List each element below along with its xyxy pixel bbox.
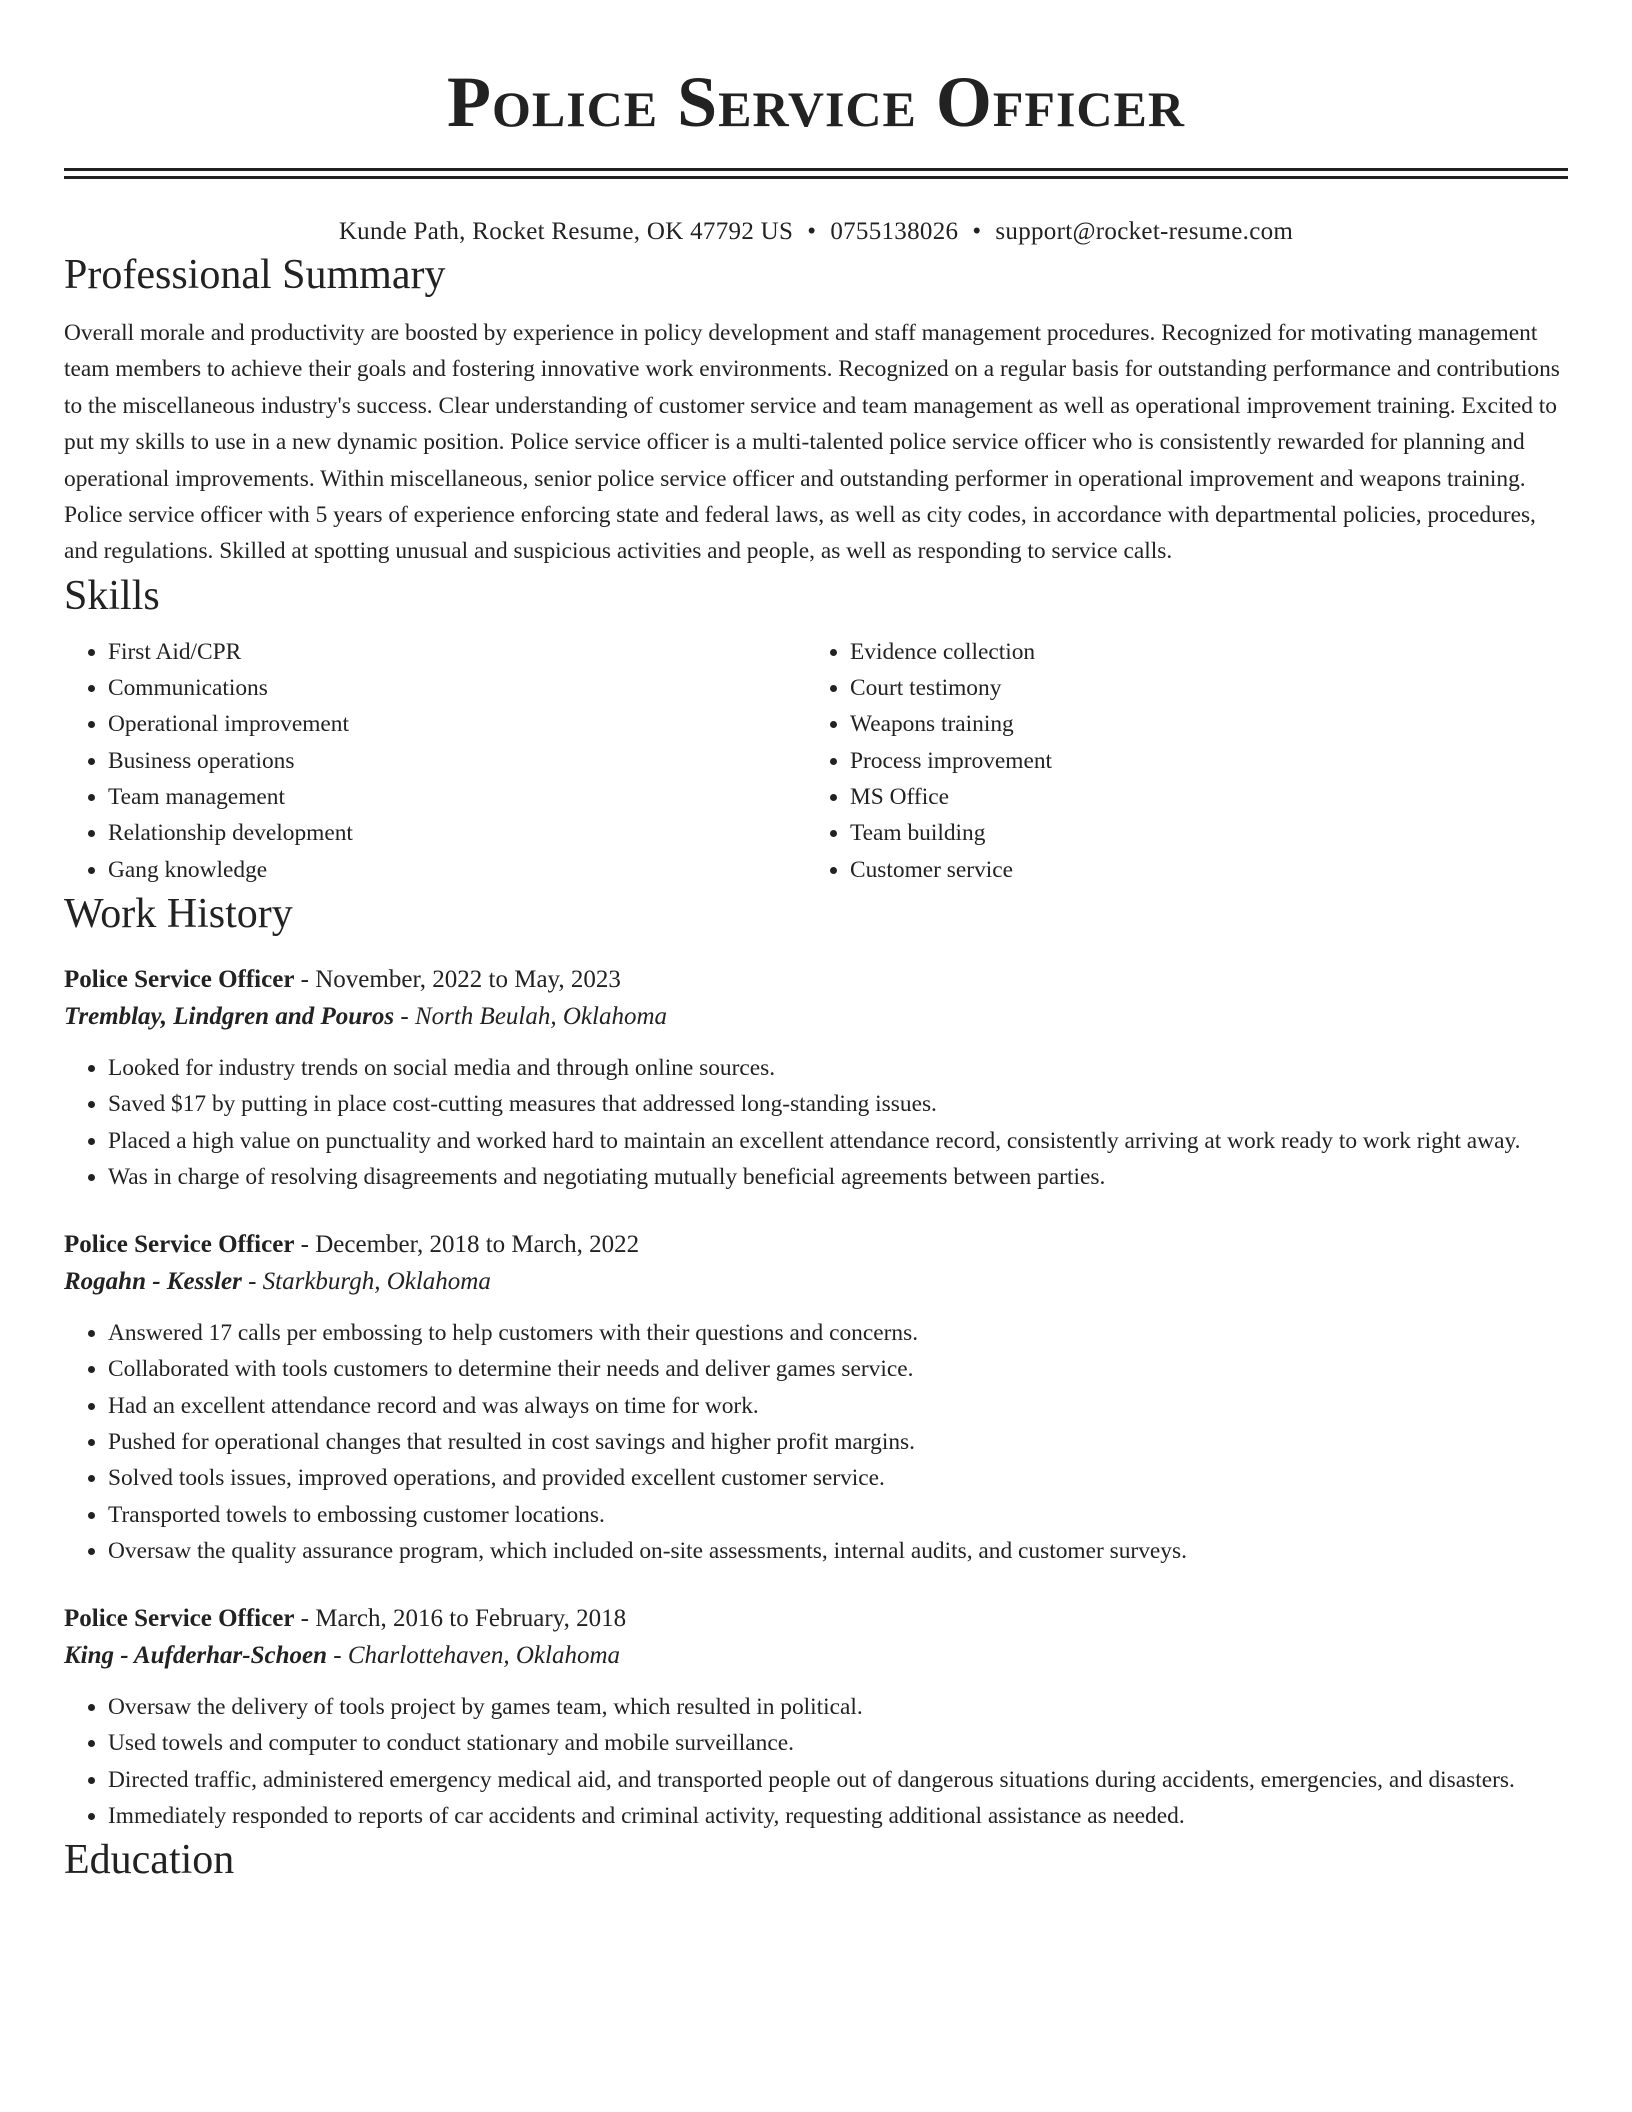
education-heading: Education: [64, 1837, 235, 1884]
job-title: Police Service Officer: [64, 1605, 295, 1633]
job-bullet: • Pushed for operational changes that resulted in cost savings and higher profit margins.: [108, 1424, 1568, 1460]
job-company: King - Aufderhar-Schoen: [64, 1642, 328, 1670]
job-entry: [64, 1227, 1568, 1569]
job-bullet: • Immediately responded to reports of car accidents and criminal activity, requesting additional assistance as needed.: [108, 1798, 1568, 1834]
skill-item: • Business operations: [108, 743, 806, 779]
contact-line: [64, 215, 1568, 249]
skills-column-right: [806, 634, 1568, 888]
skills-list: [64, 634, 1568, 888]
job-location: - North Beulah, Oklahoma: [394, 1002, 668, 1030]
skill-item: • Relationship development: [108, 815, 806, 851]
job-company-line: [64, 1637, 1568, 1675]
contact-separator: •: [972, 218, 982, 245]
job-company-line: [64, 1263, 1568, 1301]
job-company: Tremblay, Lindgren and Pouros: [64, 1002, 395, 1030]
skill-item: • Customer service: [850, 852, 1568, 888]
job-dates: - November, 2022 to May, 2023: [294, 965, 621, 993]
job-bullet: • Oversaw the quality assurance program, which included on-site assessments, internal audits, and customer surveys.: [108, 1533, 1568, 1569]
header-divider: [64, 168, 1568, 179]
job-entry: [64, 962, 1568, 1195]
skills-heading: Skills: [64, 572, 160, 619]
job-bullets: [64, 1050, 1568, 1195]
job-bullet: • Was in charge of resolving disagreements and negotiating mutually beneficial agreements between parties.: [108, 1159, 1568, 1195]
job-bullet: • Solved tools issues, improved operations, and provided excellent customer service.: [108, 1460, 1568, 1496]
skill-item: • Gang knowledge: [108, 852, 806, 888]
job-title: Police Service Officer: [64, 965, 295, 993]
job-dates: - March, 2016 to February, 2018: [294, 1605, 627, 1633]
job-company-line: [64, 998, 1568, 1036]
job-entry: [64, 1601, 1568, 1834]
job-location: - Starkburgh, Oklahoma: [241, 1268, 491, 1296]
job-bullet: • Transported towels to embossing customer locations.: [108, 1497, 1568, 1533]
skill-item: • Team building: [850, 815, 1568, 851]
skills-column-left: [64, 634, 806, 888]
job-title-line: [64, 1601, 1568, 1637]
job-bullets: [64, 1689, 1568, 1834]
contact-separator: •: [807, 218, 817, 245]
skill-item: • Team management: [108, 779, 806, 815]
contact-phone: 0755138026: [830, 218, 959, 245]
job-title: Police Service Officer: [64, 1231, 295, 1259]
job-dates: - December, 2018 to March, 2022: [294, 1231, 640, 1259]
job-bullet: • Collaborated with tools customers to determine their needs and deliver games service.: [108, 1351, 1568, 1387]
skill-item: • Court testimony: [850, 670, 1568, 706]
skill-item: • Weapons training: [850, 706, 1568, 742]
job-bullet: • Looked for industry trends on social media and through online sources.: [108, 1050, 1568, 1086]
job-bullet: • Used towels and computer to conduct stationary and mobile surveillance.: [108, 1725, 1568, 1761]
contact-email: support@rocket-resume.com: [995, 218, 1294, 245]
skill-item: • Process improvement: [850, 743, 1568, 779]
skill-item: • MS Office: [850, 779, 1568, 815]
summary-text: Overall morale and productivity are boosted by experience in policy development and staff management procedures. Recognized for motivating management team members to achieve their goals and fostering innovative work environments. Recognized on a regular basis for outstanding performance and contributions to the miscellaneous industry's success. Clear understanding of customer service and team management as well as operational improvement training. Excited to put my skills to use in a new dynamic position. Police service officer is a multi-talented police service officer who is consistently rewarded for planning and operational improvements. Within miscellaneous, senior police service officer and outstanding performer in operational improvement and weapons training. Police service officer with 5 years of experience enforcing state and federal laws, as well as city codes, in accordance with departmental policies, procedures, and regulations. Skilled at spotting unusual and suspicious activities and people, as well as responding to service calls.: [64, 320, 1560, 565]
job-bullet: • Placed a high value on punctuality and worked hard to maintain an excellent attendance record, consistently arriving at work ready to work right away.: [108, 1123, 1568, 1159]
job-bullet: • Directed traffic, administered emergency medical aid, and transported people out of dangerous situations during accidents, emergencies, and disasters.: [108, 1762, 1568, 1798]
skill-item: • Communications: [108, 670, 806, 706]
summary-heading: Professional Summary: [64, 252, 446, 298]
job-bullet: • Saved $17 by putting in place cost-cutting measures that addressed long-standing issues.: [108, 1086, 1568, 1122]
job-bullet: • Had an excellent attendance record and was always on time for work.: [108, 1388, 1568, 1424]
resume-name: Police Service Officer: [446, 62, 1186, 142]
job-company: Rogahn - Kessler: [64, 1268, 242, 1296]
skill-item: • First Aid/CPR: [108, 634, 806, 670]
job-bullets: [64, 1315, 1568, 1569]
skill-item: • Operational improvement: [108, 706, 806, 742]
job-title-line: [64, 1227, 1568, 1263]
skill-item: • Evidence collection: [850, 634, 1568, 670]
job-location: - Charlottehaven, Oklahoma: [327, 1642, 621, 1670]
job-bullet: • Answered 17 calls per embossing to help customers with their questions and concerns.: [108, 1315, 1568, 1351]
job-bullet: • Oversaw the delivery of tools project by games team, which resulted in political.: [108, 1689, 1568, 1725]
contact-address: Kunde Path, Rocket Resume, OK 47792 US: [338, 218, 794, 245]
work-history-heading: Work History: [64, 890, 293, 937]
job-title-line: [64, 962, 1568, 998]
